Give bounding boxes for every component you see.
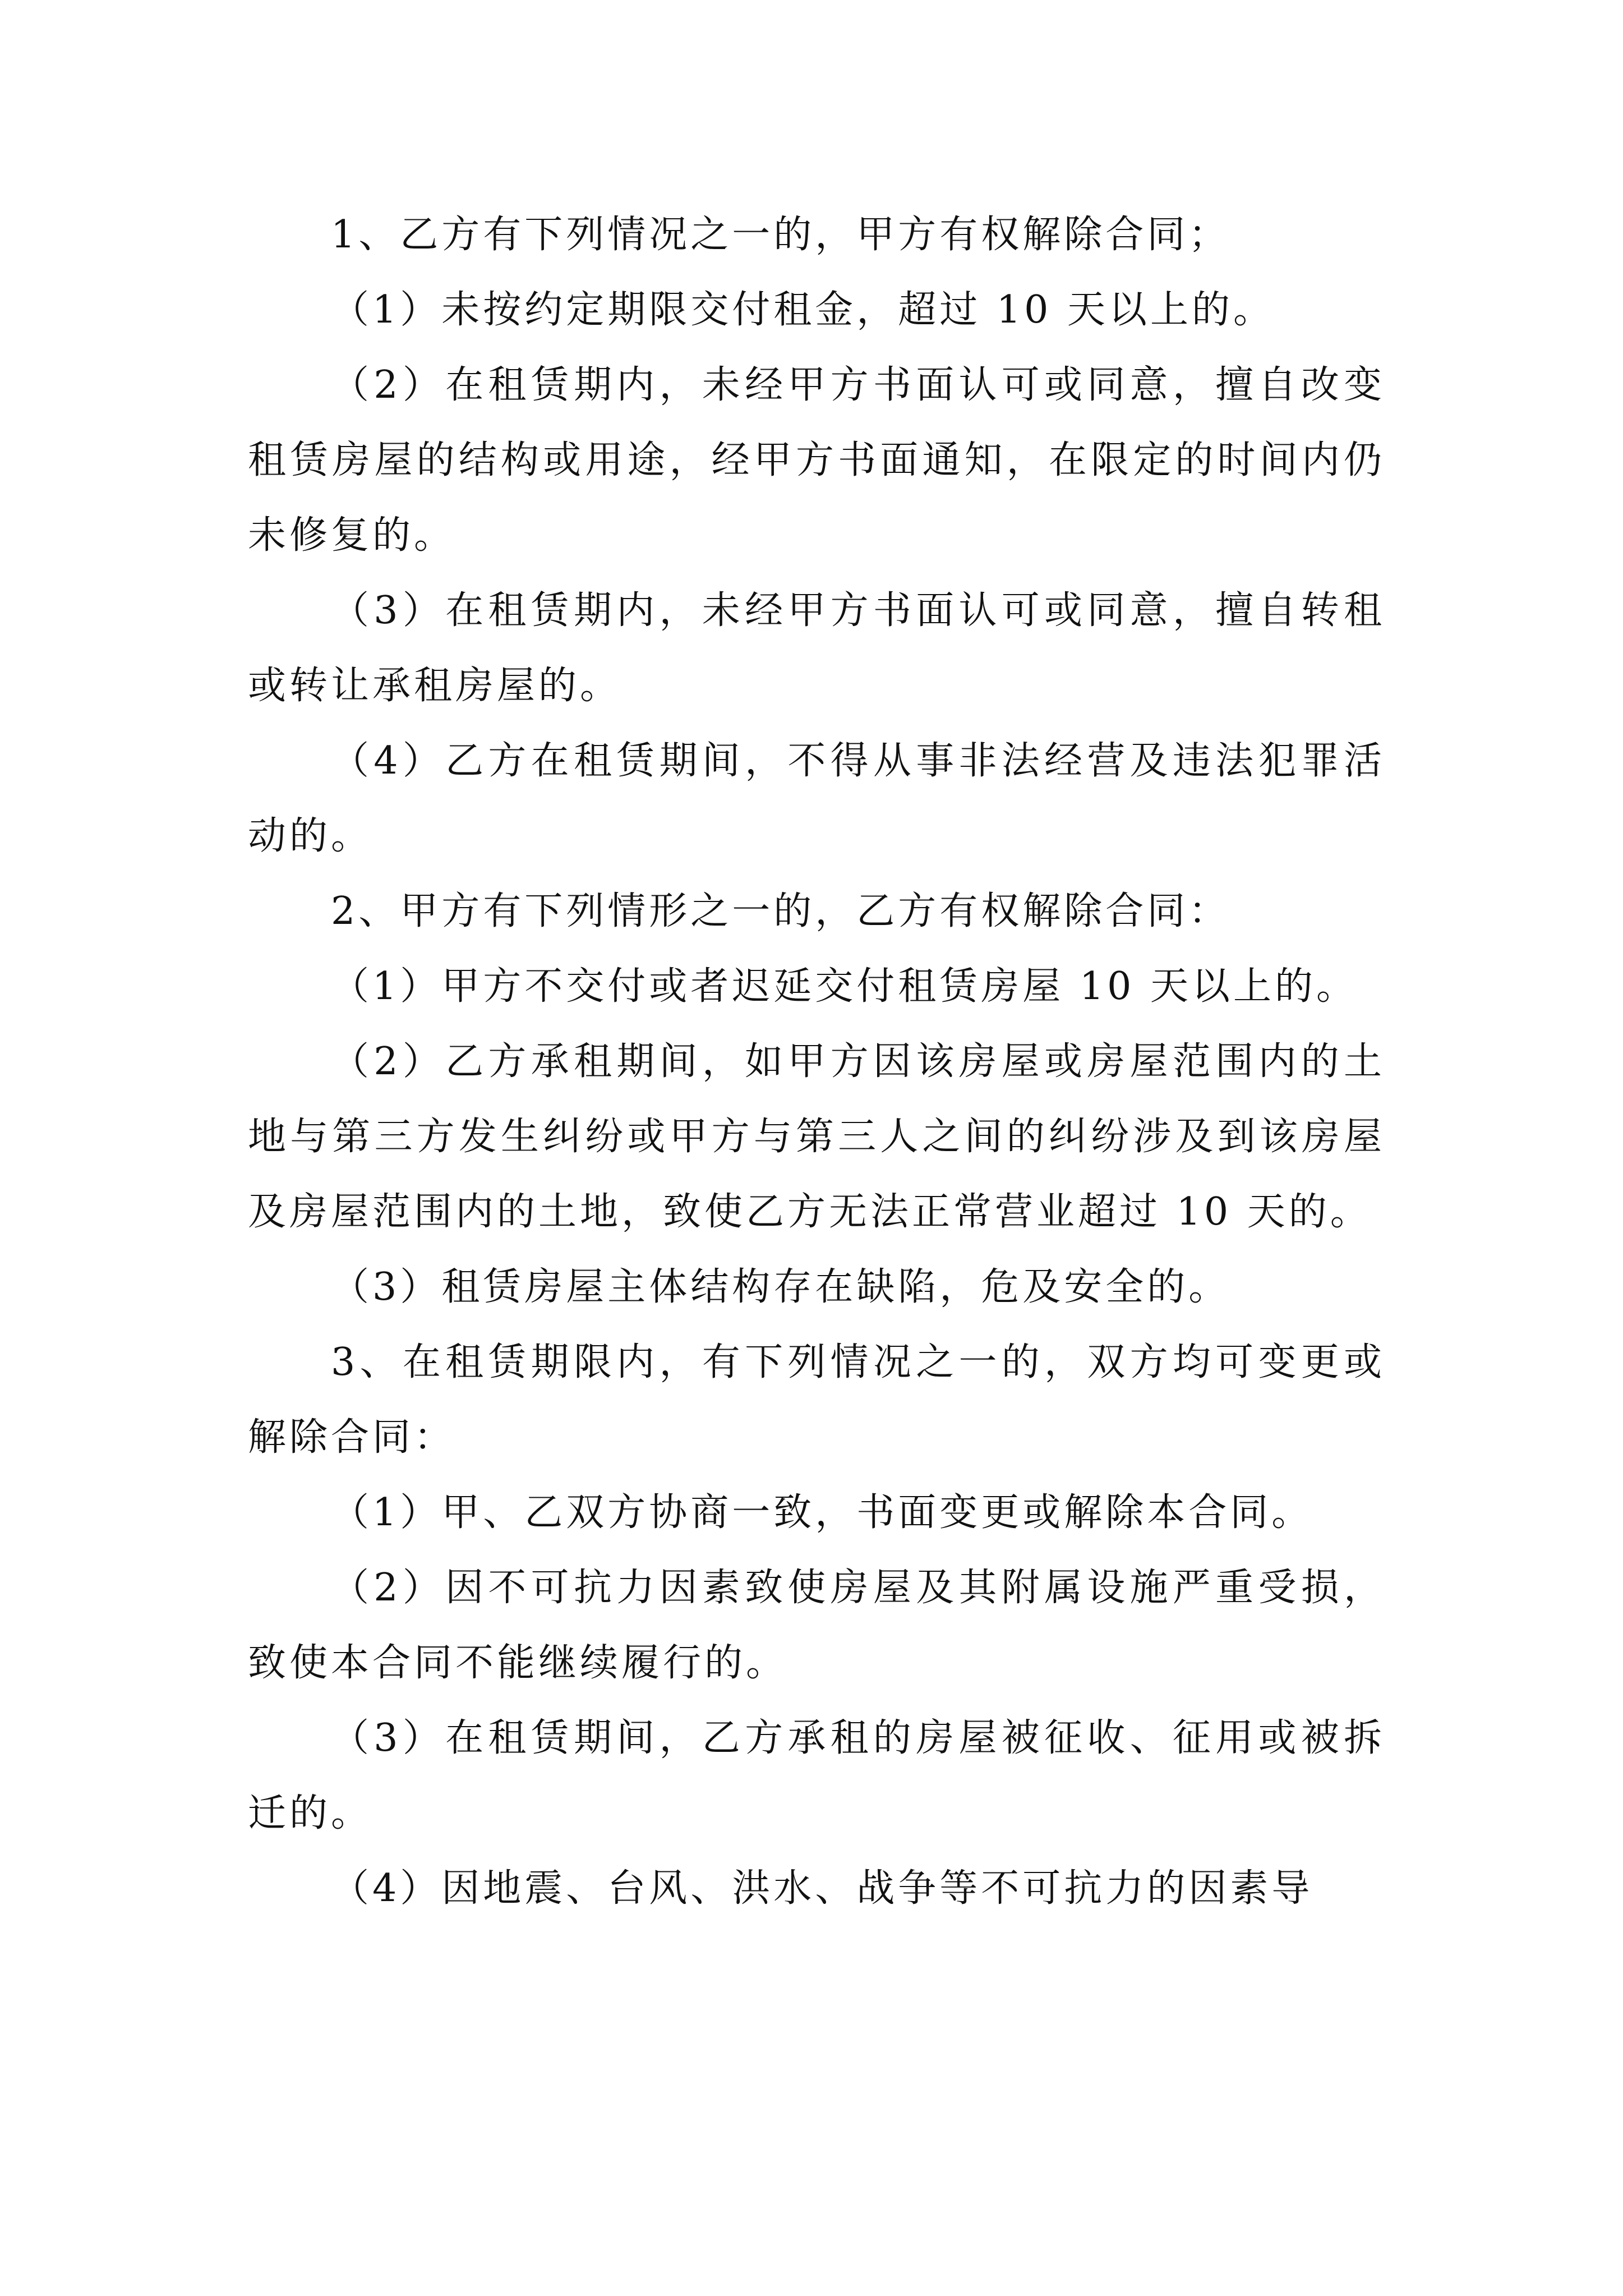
clause-1-heading: 1、乙方有下列情况之一的，甲方有权解除合同；: [331, 213, 1230, 257]
document-body: [248, 197, 1385, 1926]
clause-1-item-1: （1）未按约定期限交付租金，超过 10 天以上的。: [331, 288, 1275, 332]
clause-2-item-3: （3）租赁房屋主体结构存在缺陷，危及安全的。: [331, 1265, 1230, 1309]
clause-3-item-1: （1）甲、乙双方协商一致，书面变更或解除本合同。: [331, 1490, 1313, 1535]
clause-3-item-3: （3）在租赁期间，乙方承租的房屋被征收、征用或被拆迁的。: [248, 1716, 1385, 1835]
clause-2-item-2: （2）乙方承租期间，如甲方因该房屋或房屋范围内的土地与第三方发生纠纷或甲方与第三人之间的纠纷涉及到该房屋及房屋范围内的土地，致使乙方无法正常营业超过 10 天的。: [248, 1039, 1385, 1234]
clause-1-item-4: （4）乙方在租赁期间，不得从事非法经营及违法犯罪活动的。: [248, 739, 1385, 858]
clause-3-item-4: （4）因地震、台风、洪水、战争等不可抗力的因素导: [331, 1866, 1313, 1911]
clause-2-heading: 2、甲方有下列情形之一的，乙方有权解除合同：: [331, 889, 1230, 933]
clause-1-item-2: （2）在租赁期内，未经甲方书面认可或同意，擅自改变租赁房屋的结构或用途，经甲方书面通知，在限定的时间内仍未修复的。: [248, 363, 1385, 558]
clause-3-heading: 3、在租赁期限内，有下列情况之一的，双方均可变更或解除合同：: [248, 1340, 1385, 1460]
clause-2-item-1: （1）甲方不交付或者迟延交付租赁房屋 10 天以上的。: [331, 964, 1358, 1009]
clause-3-item-2: （2）因不可抗力因素致使房屋及其附属设施严重受损，致使本合同不能继续履行的。: [248, 1566, 1385, 1685]
clause-1-item-3: （3）在租赁期内，未经甲方书面认可或同意，擅自转租或转让承租房屋的。: [248, 588, 1385, 708]
